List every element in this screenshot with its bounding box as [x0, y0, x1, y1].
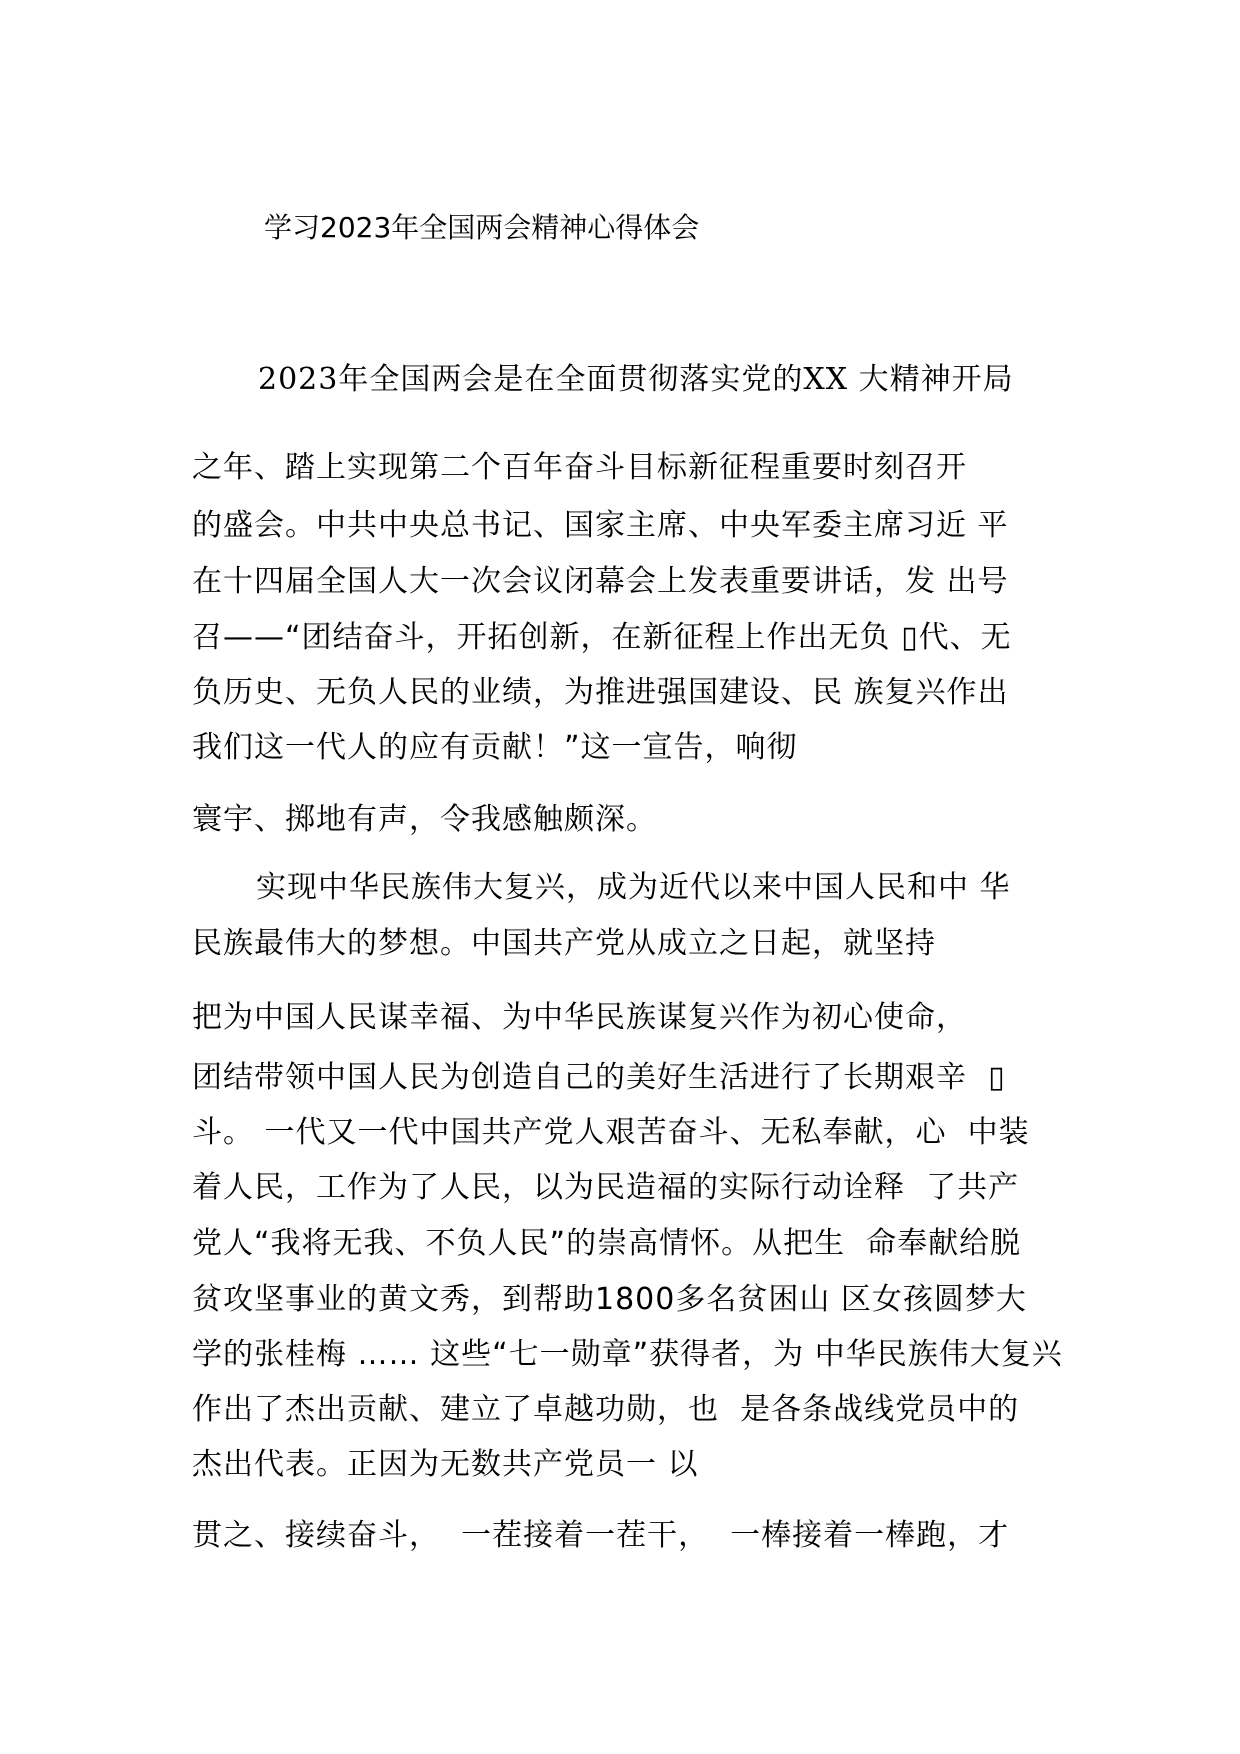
paragraph-line: 实现中华民族伟大复兴，成为近代以来中国人民和中 华: [256, 870, 1011, 905]
paragraph-line: 民族最伟大的梦想。中国共产党从成立之日起，就坚持: [192, 926, 936, 961]
paragraph-line: 着人民，工作为了人民，以为民造福的实际行动诠释 了共产: [192, 1170, 1020, 1205]
paragraph-line: 2023年全国两会是在全面贯彻落实党的XX 大精神开局: [258, 362, 1014, 397]
paragraph-line: 斗。 一代又一代中国共产党人艰苦奋斗、无私奉献，心 中装: [192, 1115, 1030, 1150]
paragraph-line: 的盛会。中共中央总书记、国家主席、中央军委主席习近 平: [192, 508, 1009, 543]
paragraph-line: 学的张桂梅 …… 这些“七一勋章”获得者，为 中华民族伟大复兴: [192, 1337, 1063, 1372]
paragraph-line: 贯之、接续奋斗， 一茬接着一茬干， 一棒接着一棒跑，才: [192, 1518, 1010, 1553]
paragraph-line: 召——“团结奋斗，开拓创新，在新征程上作出无负 ▯代、无: [192, 620, 1012, 655]
paragraph-line: 杰出代表。正因为无数共产党员一 以: [192, 1447, 699, 1482]
paragraph-line: 团结带领中国人民为创造自己的美好生活进行了长期艰辛 ▯: [192, 1060, 1006, 1095]
document-title: 学习2023年全国两会精神心得体会: [264, 211, 700, 244]
paragraph-line: 负历史、无负人民的业绩，为推进强国建设、民 族复兴作出: [192, 675, 1009, 710]
paragraph-line: 党人“我将无我、不负人民”的崇高情怀。从把生 命奉献给脱: [192, 1226, 1022, 1261]
paragraph-line: 作出了杰出贡献、建立了卓越功勋，也 是各条战线党员中的: [192, 1392, 1020, 1427]
paragraph-line: 之年、踏上实现第二个百年奋斗目标新征程重要时刻召开: [192, 450, 967, 485]
paragraph-line: 贫攻坚事业的黄文秀，到帮助1800多名贫困山 区女孩圆梦大: [192, 1282, 1027, 1317]
paragraph-line: 在十四届全国人大一次会议闭幕会上发表重要讲话，发 出号: [192, 564, 1009, 599]
paragraph-line: 把为中国人民谋幸福、为中华民族谋复兴作为初心使命，: [192, 1000, 967, 1035]
paragraph-line: 寰宇、掷地有声，令我感触颇深。: [192, 802, 657, 837]
paragraph-line: 我们这一代人的应有贡献！”这一宣告，响彻: [192, 730, 798, 765]
